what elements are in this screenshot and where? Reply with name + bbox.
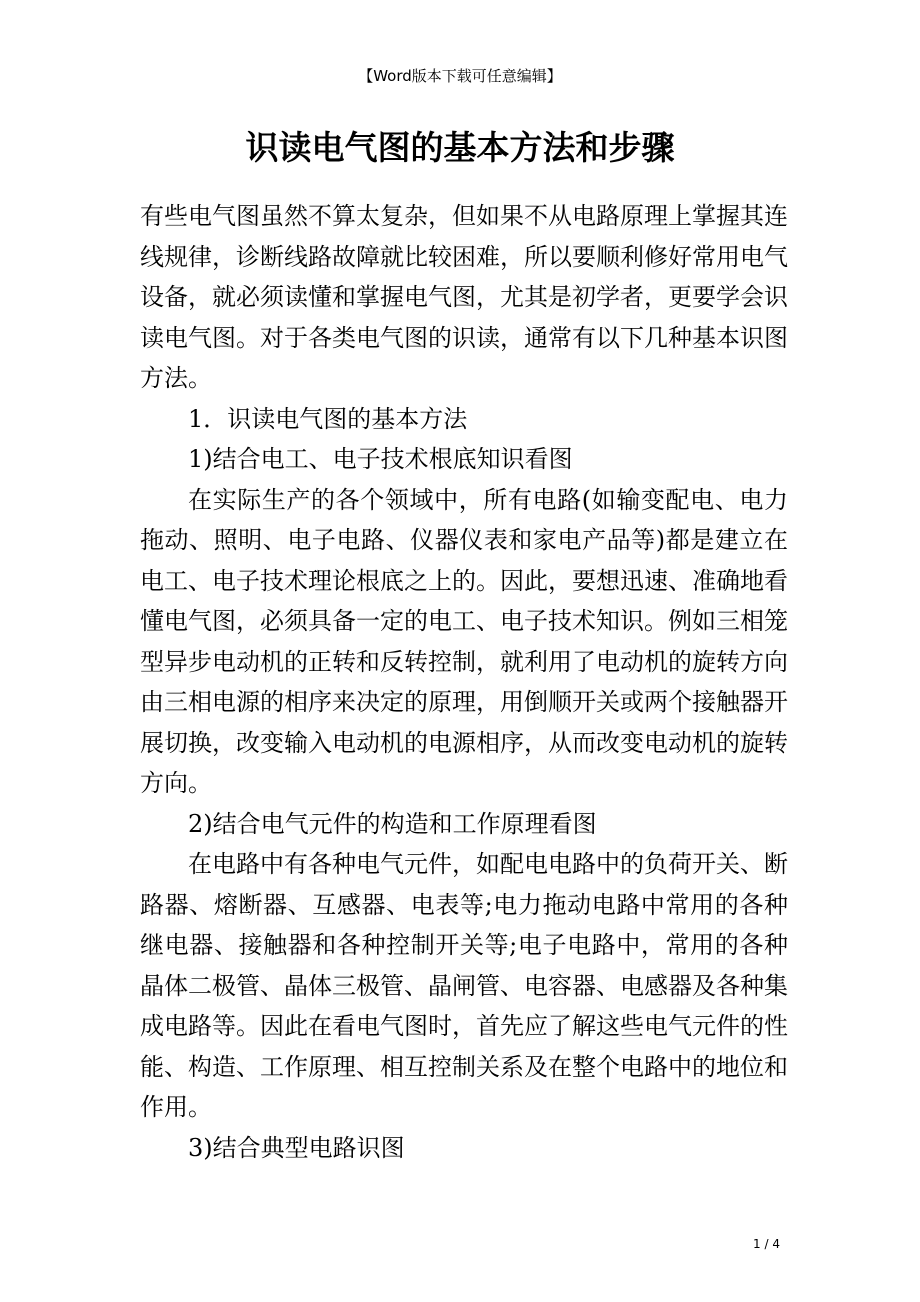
section-heading: 1．识读电气图的基本方法	[188, 404, 468, 433]
subsection-heading: 2)结合电气元件的构造和工作原理看图	[188, 809, 597, 838]
subsection-heading: 1)结合电工、电子技术根底知识看图	[188, 445, 573, 473]
document-title: 识读电气图的基本方法和步骤	[245, 128, 675, 167]
intro-paragraph: 有些电气图虽然不算太复杂，但如果不从电路原理上掌握其连线规律，诊断线路故障就比较困难，所以要顺利修好常用电气设备，就必须读懂和掌握电气图，尤其是初学者，更要学会识读电气图。对于各类电气图的识读，通常有以下几种基本识图方法。	[140, 202, 788, 392]
document-body	[140, 196, 788, 1168]
page-number: 1 / 4	[753, 1237, 780, 1251]
body-paragraph: 在电路中有各种电气元件，如配电电路中的负荷开关、断路器、熔断器、互感器、电表等;电力拖动电路中常用的各种继电器、接触器和各种控制开关等;电子电路中，常用的各种晶体二极管、晶体三极管、晶闸管、电容器、电感器及各种集成电路等。因此在看电气图时，首先应了解这些电气元件的性能、构造、工作原理、相互控制关系及在整个电路中的地位和作用。	[140, 850, 788, 1121]
subsection-heading: 3)结合典型电路识图	[188, 1133, 405, 1162]
body-paragraph: 在实际生产的各个领域中，所有电路(如输变配电、电力拖动、照明、电子电路、仪器仪表和家电产品等)都是建立在电工、电子技术理论根底之上的。因此，要想迅速、准确地看懂电气图，必须具备一定的电工、电子技术知识。例如三相笼型异步电动机的正转和反转控制，就利用了电动机的旋转方向由三相电源的相序来决定的原理，用倒顺开关或两个接触器开展切换，改变输入电动机的电源相序，从而改变电动机的旋转方向。	[140, 485, 788, 797]
header-note: 【Word版本下载可任意编辑】	[358, 67, 562, 85]
